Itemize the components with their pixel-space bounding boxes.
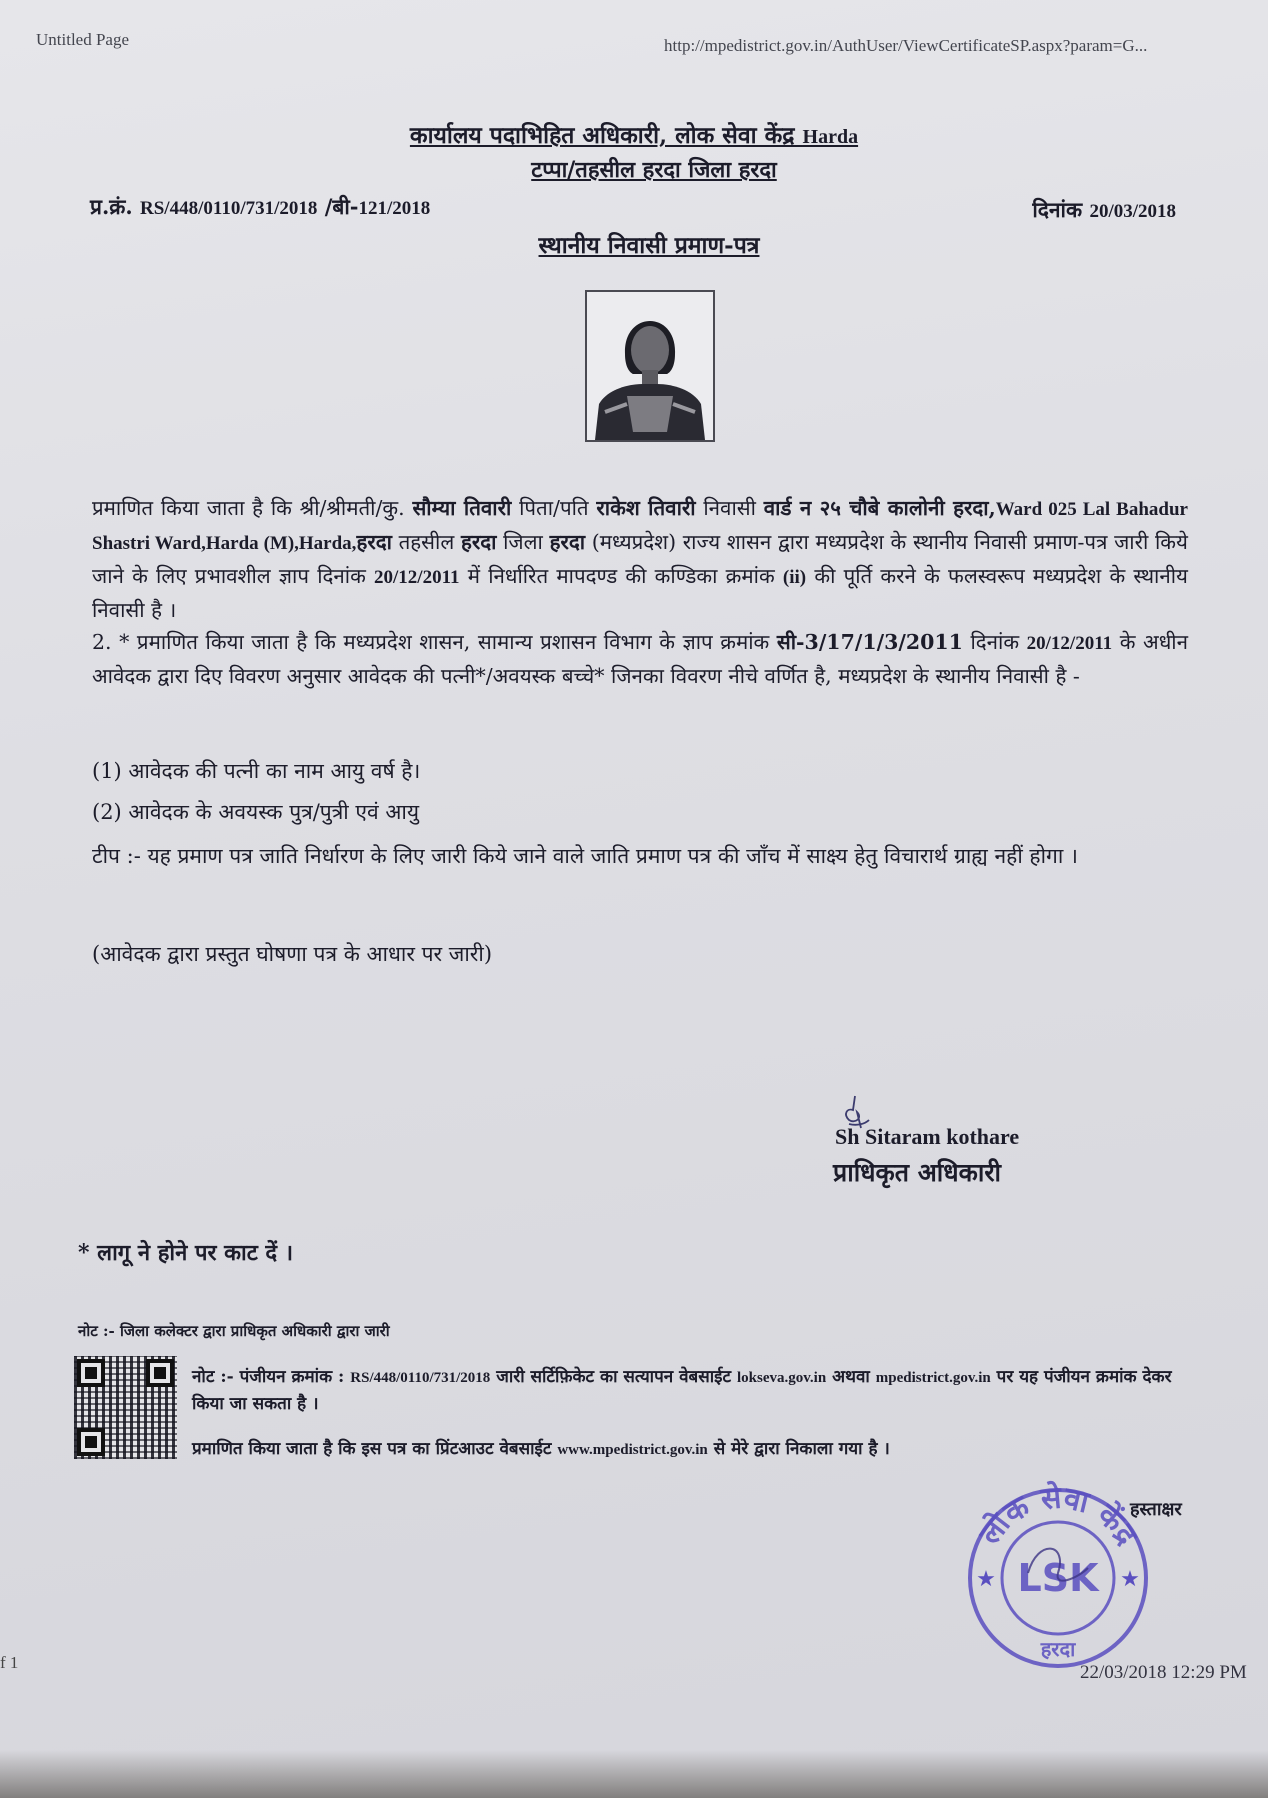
body-text-segment: 2. * प्रमाणित किया जाता है कि मध्यप्रदेश शासन, सामान्य प्रशासन विभाग के ज्ञाप क्रमांक — [92, 630, 770, 654]
reference-number — [90, 193, 430, 221]
tip-note: टीप :- यह प्रमाण पत्र जाति निर्धारण के लिए जारी किये जाने वाले जाति प्रमाण पत्र की जाँच में साक्ष्य हेतु विचारार्थ ग्राह्य नहीं होगा । — [92, 844, 1078, 868]
officer-name: Sh Sitaram kothare — [835, 1124, 1020, 1149]
body-text-segment: निवासी — [703, 496, 756, 520]
qr-code-icon — [74, 1356, 177, 1459]
registration-note-text: अथवा — [832, 1367, 870, 1387]
body-text-segment: जिला — [503, 530, 543, 554]
district-name: हरदा — [549, 530, 586, 554]
date-label: दिनांक — [1032, 197, 1083, 222]
office-heading-en: Harda — [802, 126, 859, 148]
printout-note-text: से मेरे द्वारा निकाला गया है । — [713, 1439, 890, 1459]
office-heading — [0, 118, 1268, 150]
declaration-note: (आवेदक द्वारा प्रस्तुत घोषणा पत्र के आधार पर जारी) — [92, 942, 493, 966]
reference-label: प्र.क्रं. — [90, 194, 133, 219]
stamp-bottom-text: हरदा — [1040, 1637, 1076, 1661]
applicant-name: सौम्या तिवारी — [412, 496, 512, 520]
body-text-segment: तहसील — [398, 530, 455, 554]
mpedistrict-site: mpedistrict.gov.in — [875, 1370, 991, 1386]
body-text-segment: (मध्यप्रदेश) राज्य शासन द्वारा मध्यप्रदेश के स्थानीय निवासी प्रमाण-पत्र जारी किये जाने के लिए प्रभावशील ज्ञाप दिनांक — [92, 530, 1188, 588]
registration-number: RS/448/0110/731/2018 — [350, 1370, 491, 1386]
registration-note — [192, 1364, 1192, 1417]
gazette-date: 20/12/2011 — [374, 567, 460, 588]
district-hi: हरदा — [356, 530, 392, 554]
printout-note-text: प्रमाणित किया जाता है कि इस पत्र का प्रिंटआउट वेबसाईट — [192, 1439, 552, 1459]
tehsil-heading: टप्पा/तहसील हरदा जिला हरदा — [531, 157, 777, 183]
signature-label: हस्ताक्षर — [1130, 1499, 1182, 1520]
page-shadow — [0, 1750, 1268, 1798]
registration-note-text: जारी सर्टिफ़िकेट का सत्यापन वेबसाईट — [496, 1367, 732, 1387]
father-name: राकेश तिवारी — [596, 496, 696, 520]
stamp-center-text: LSK — [1017, 1556, 1099, 1600]
body-text-segment: के अधीन आवेदक द्वारा दिए विवरण अनुसार आवेदक की पत्नी*/अवयस्क बच्चे* जिनका विवरण नीचे वर्णित है, मध्यप्रदेश के स्थानीय निवासी है - — [92, 630, 1188, 688]
person-photo-icon — [587, 292, 713, 440]
browser-page-title: Untitled Page — [36, 30, 130, 49]
tehsil-name: हरदा — [460, 530, 497, 554]
stamp-top-text: लोक सेवा केंद्र — [972, 1480, 1144, 1552]
address-en: Ward 025 Lal Bahadur Shastri Ward,Harda (M),Harda, — [92, 499, 1188, 554]
certificate-body — [92, 492, 1188, 692]
reference-value: RS/448/0110/731/2018 — [140, 198, 318, 219]
spouse-item: (1) आवेदक की पत्नी का नाम आयु वर्ष है। — [92, 759, 421, 783]
address-hi: वार्ड न २५ चौबे कालोनी हरदा, — [763, 496, 996, 520]
lokseva-site: lokseva.gov.in — [737, 1370, 827, 1386]
reference-suffix-value: 121/2018 — [358, 198, 431, 219]
applicant-photo — [585, 290, 715, 442]
lsk-seal-stamp — [958, 1478, 1158, 1678]
body-text-segment: प्रमाणित किया जाता है कि श्री/श्रीमती/कु. — [92, 496, 405, 520]
date-value: 20/03/2018 — [1089, 201, 1176, 222]
office-heading-hi: कार्यालय पदाभिहित अधिकारी, लोक सेवा केंद्र — [409, 122, 795, 149]
certificate-title: स्थानीय निवासी प्रमाण-पत्र — [538, 232, 760, 259]
memo-number: सी-3/17/1/3/2011 — [776, 630, 963, 654]
officer-title: प्राधिकृत अधिकारी — [833, 1158, 1002, 1187]
body-text-segment: पिता/पति — [519, 496, 589, 520]
printout-site: www.mpedistrict.gov.in — [557, 1442, 708, 1458]
body-text-segment: दिनांक — [970, 630, 1020, 654]
page-marker: f 1 — [0, 1653, 19, 1672]
registration-note-text: पर यह पंजीयन क्रमांक देकर किया जा सकता है । — [192, 1367, 1172, 1414]
star-icon: ★ — [976, 1567, 996, 1592]
clause-number: (ii) — [782, 567, 807, 588]
collector-note: नोट :- जिला कलेक्टर द्वारा प्राधिकृत अधिकारी द्वारा जारी — [78, 1322, 390, 1340]
strike-note: * लागू ने होने पर काट दें । — [78, 1240, 294, 1266]
children-item: (2) आवेदक के अवयस्क पुत्र/पुत्री एवं आयु — [92, 800, 420, 824]
reference-suffix-label: /बी- — [324, 194, 359, 219]
svg-text:लोक सेवा केंद्र — [971, 1479, 1144, 1552]
body-text-segment: की पूर्ति करने के फलस्वरूप मध्यप्रदेश के स्थानीय निवासी है । — [92, 564, 1188, 622]
print-timestamp: 22/03/2018 12:29 PM — [1080, 1662, 1247, 1683]
browser-url: http://mpedistrict.gov.in/AuthUser/ViewCertificateSP.aspx?param=G... — [664, 36, 1148, 55]
body-text-segment: में निर्धारित मापदण्ड की कण्डिका क्रमांक — [467, 564, 775, 588]
issue-date — [1032, 196, 1176, 224]
printout-note — [192, 1436, 890, 1459]
star-icon: ★ — [1120, 1567, 1140, 1592]
registration-note-text: नोट :- पंजीयन क्रमांक : — [192, 1367, 345, 1387]
memo-date: 20/12/2011 — [1026, 633, 1113, 654]
